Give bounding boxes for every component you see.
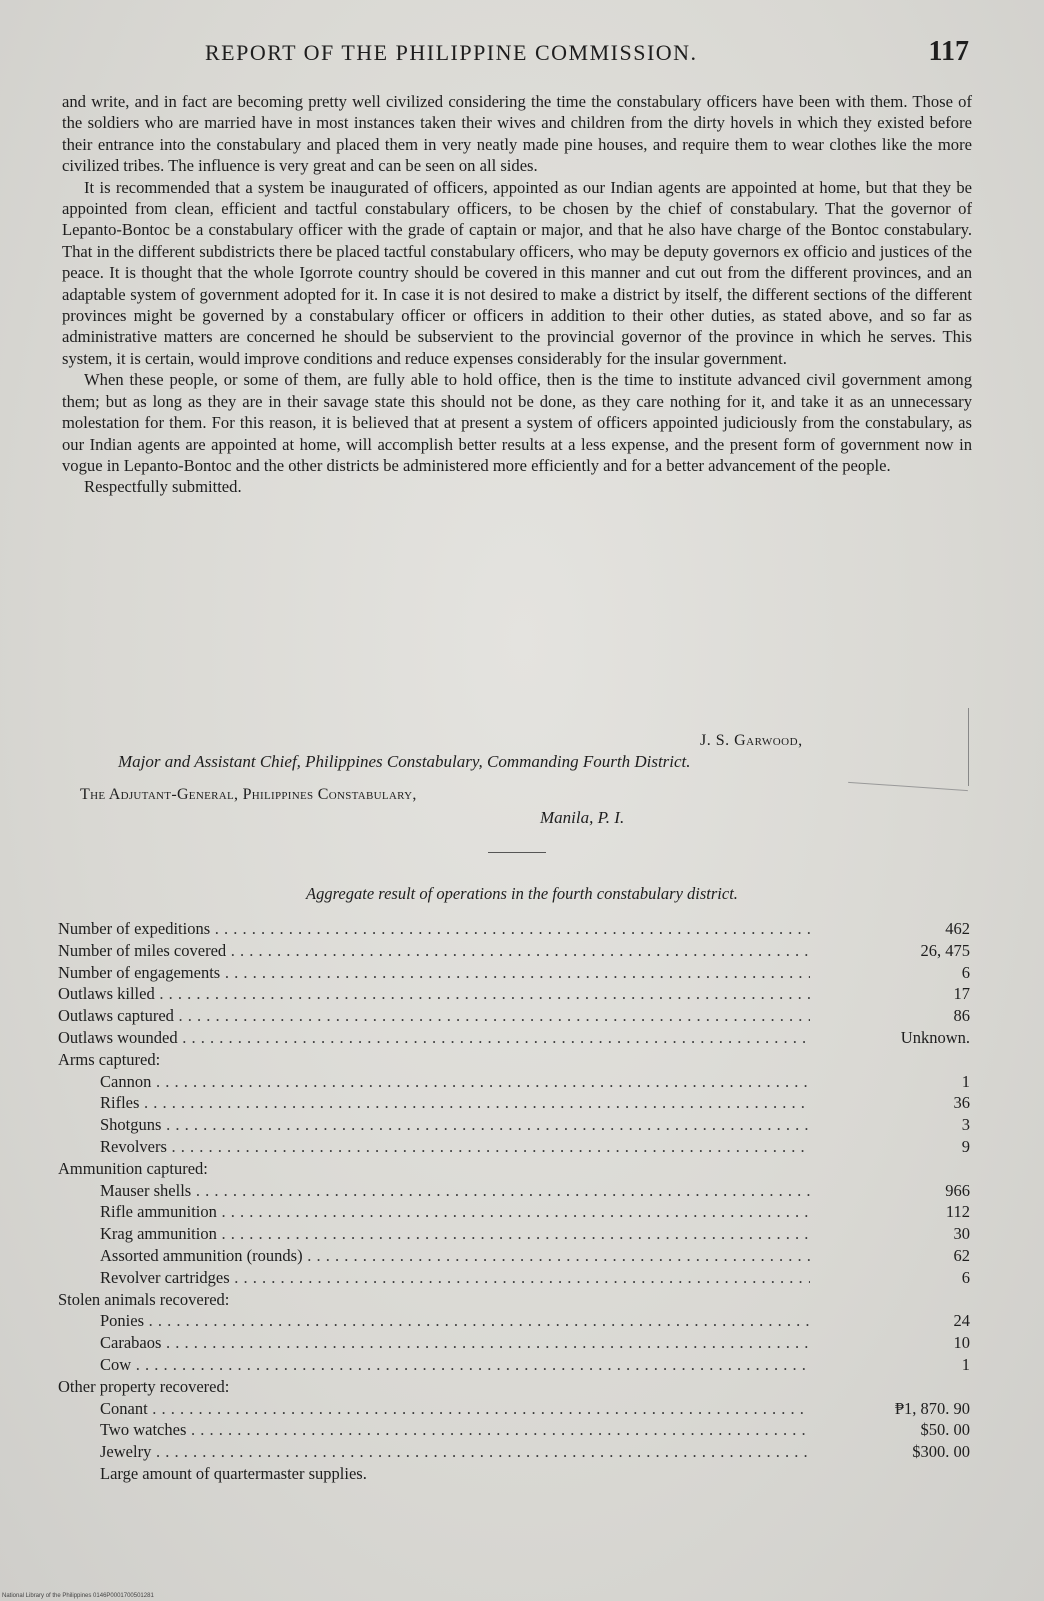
table-row — [58, 1027, 970, 1049]
row-label: Conant . . . — [58, 1398, 810, 1420]
row-value: ₱1, 870. 90 — [894, 1398, 970, 1418]
row-label: Large amount of quartermaster supplies. — [100, 1463, 367, 1483]
row-label: Revolvers . . . — [58, 1136, 810, 1158]
table-row — [58, 1376, 970, 1398]
table-row — [58, 1267, 970, 1289]
row-value: 3 — [961, 1115, 970, 1135]
table-row — [58, 940, 970, 962]
table-row — [58, 1419, 970, 1441]
table-row — [58, 1398, 970, 1420]
margin-mark — [968, 708, 969, 786]
table-row — [58, 962, 970, 984]
table-row — [58, 1310, 970, 1332]
table-row — [58, 1005, 970, 1027]
row-value: 26, 475 — [920, 940, 970, 960]
row-value: 36 — [953, 1093, 970, 1113]
table-row — [58, 918, 970, 940]
row-label: Arms captured: — [58, 1049, 161, 1069]
row-label: Number of miles covered . . . — [58, 940, 810, 962]
page-header — [205, 36, 969, 76]
table-row — [58, 1245, 970, 1267]
row-value: 112 — [945, 1202, 970, 1222]
row-value: 9 — [961, 1136, 970, 1156]
row-value: 1 — [961, 1071, 970, 1091]
row-label: Outlaws killed . . . — [58, 983, 810, 1005]
table-row — [58, 1158, 970, 1180]
row-label: Assorted ammunition (rounds) . . . — [58, 1245, 810, 1267]
row-label: Ponies . . . — [58, 1310, 810, 1332]
row-label: Stolen animals recovered: — [58, 1289, 230, 1309]
row-value: 30 — [953, 1224, 970, 1244]
row-value: $300. 00 — [912, 1442, 970, 1462]
signature-title: Major and Assistant Chief, Philippines Constabulary, Commanding Fourth District. — [118, 752, 691, 771]
table-row — [58, 1463, 970, 1485]
row-value: 966 — [945, 1180, 970, 1200]
section-divider — [488, 852, 546, 853]
signature-name: J. S. Garwood, — [700, 732, 803, 749]
body-text — [62, 91, 972, 498]
row-value: 24 — [953, 1311, 970, 1331]
row-label: Two watches . . . — [58, 1419, 810, 1441]
table-row — [58, 1441, 970, 1463]
table-row — [58, 983, 970, 1005]
row-label: Shotguns . . . — [58, 1114, 810, 1136]
row-label: Krag ammunition . . . — [58, 1223, 810, 1245]
row-value: 17 — [953, 984, 970, 1004]
row-value: 6 — [961, 1267, 970, 1287]
table-row — [58, 1223, 970, 1245]
paragraph: It is recommended that a system be inaugurated of officers, appointed as our Indian agents are appointed at home, but that they be appointed from clean, efficient and tactful constabulary officers, to be chosen by the chief of constabulary. That the governor of Lepanto-Bontoc be a constabulary officer with the grade of captain or major, and that he also have charge of the Bontoc constabulary. That in the different subdistricts there be placed tactful constabulary officers, who may be deputy governors ex officio and justices of the peace. It is thought that the whole Igorrote country should be covered in this manner and cut out from the different provinces, and an adaptable system of government adopted for it. In case it is not desired to make a district by itself, the different sections of the different provinces might be governed by a constabulary officer or officers in addition to their other duties, as stated above, and so far as administrative matters are concerned he should be subservient to the provincial governor of the province in which he serves. This system, it is certain, would improve conditions and reduce expenses considerably for the insular government. — [62, 177, 972, 368]
page-number: 117 — [928, 36, 969, 67]
table-row — [58, 1092, 970, 1114]
row-value: 462 — [945, 919, 970, 938]
row-value: 6 — [961, 962, 970, 982]
row-value: 10 — [953, 1333, 970, 1353]
table-row — [58, 1049, 970, 1071]
table-row — [58, 1180, 970, 1202]
margin-mark — [848, 782, 968, 791]
table-row — [58, 1354, 970, 1376]
row-label: Rifle ammunition . . . — [58, 1201, 810, 1223]
row-label: Outlaws captured . . . — [58, 1005, 810, 1027]
row-label: Cow . . . — [58, 1354, 810, 1376]
row-label: Revolver cartridges . . . — [58, 1267, 810, 1289]
row-label: Mauser shells . . . — [58, 1180, 810, 1202]
row-label: Other property recovered: — [58, 1376, 230, 1396]
running-title: REPORT OF THE PHILIPPINE COMMISSION. — [205, 40, 698, 65]
table-row — [58, 1136, 970, 1158]
row-value: Unknown. — [900, 1027, 970, 1047]
row-label: Outlaws wounded . . . — [58, 1027, 810, 1049]
paragraph: and write, and in fact are becoming pretty well civilized considering the time the constabulary officers have been with them. Those of the soldiers who are married have in most instances taken their wives and children from the dirty hovels in which they existed before their entrance into the constabulary and placed them in very neatly made pine houses, and require them to wear clothes like the more civilized tribes. The influence is very great and can be seen on all sides. — [62, 92, 972, 176]
addressee-location: Manila, P. I. — [540, 808, 625, 827]
table-title: Aggregate result of operations in the fourth constabulary district. — [306, 884, 738, 903]
table-row — [58, 1332, 970, 1354]
operations-table — [58, 918, 970, 1485]
row-label: Ammunition captured: — [58, 1158, 208, 1178]
row-label: Carabaos . . . — [58, 1332, 810, 1354]
row-value: 86 — [953, 1006, 970, 1026]
table-row — [58, 1201, 970, 1223]
paragraph: When these people, or some of them, are fully able to hold office, then is the time to institute advanced civil government among them; but as long as they are in their savage state this should not be done, as they care nothing for it, and take it as an unnecessary molestation for them. For this reason, it is believed that at present a system of officers appointed judiciously from the constabulary, as our Indian agents are appointed at home, will accomplish better results at a less expense, and the present form of government now in vogue in Lepanto-Bontoc and the other districts be administered more efficiently and for a better advancement of the people. — [62, 370, 972, 475]
table-row — [58, 1071, 970, 1093]
table-row — [58, 1289, 970, 1311]
row-label: Number of expeditions . . . — [58, 918, 810, 940]
row-label: Number of engagements . . . — [58, 962, 810, 984]
addressee-line: The Adjutant-General, Philippines Constabulary, — [80, 786, 417, 803]
row-value: $50. 00 — [920, 1420, 970, 1440]
scan-footer: National Library of the Philippines 0146P0001700501281 — [2, 1593, 154, 1599]
row-label: Jewelry . . . — [58, 1441, 810, 1463]
row-value: 62 — [953, 1245, 970, 1265]
row-value: 1 — [961, 1354, 970, 1374]
table-row — [58, 1114, 970, 1136]
row-label: Cannon . . . — [58, 1071, 810, 1093]
row-label: Rifles . . . — [58, 1092, 810, 1114]
closing: Respectfully submitted. — [84, 477, 242, 497]
